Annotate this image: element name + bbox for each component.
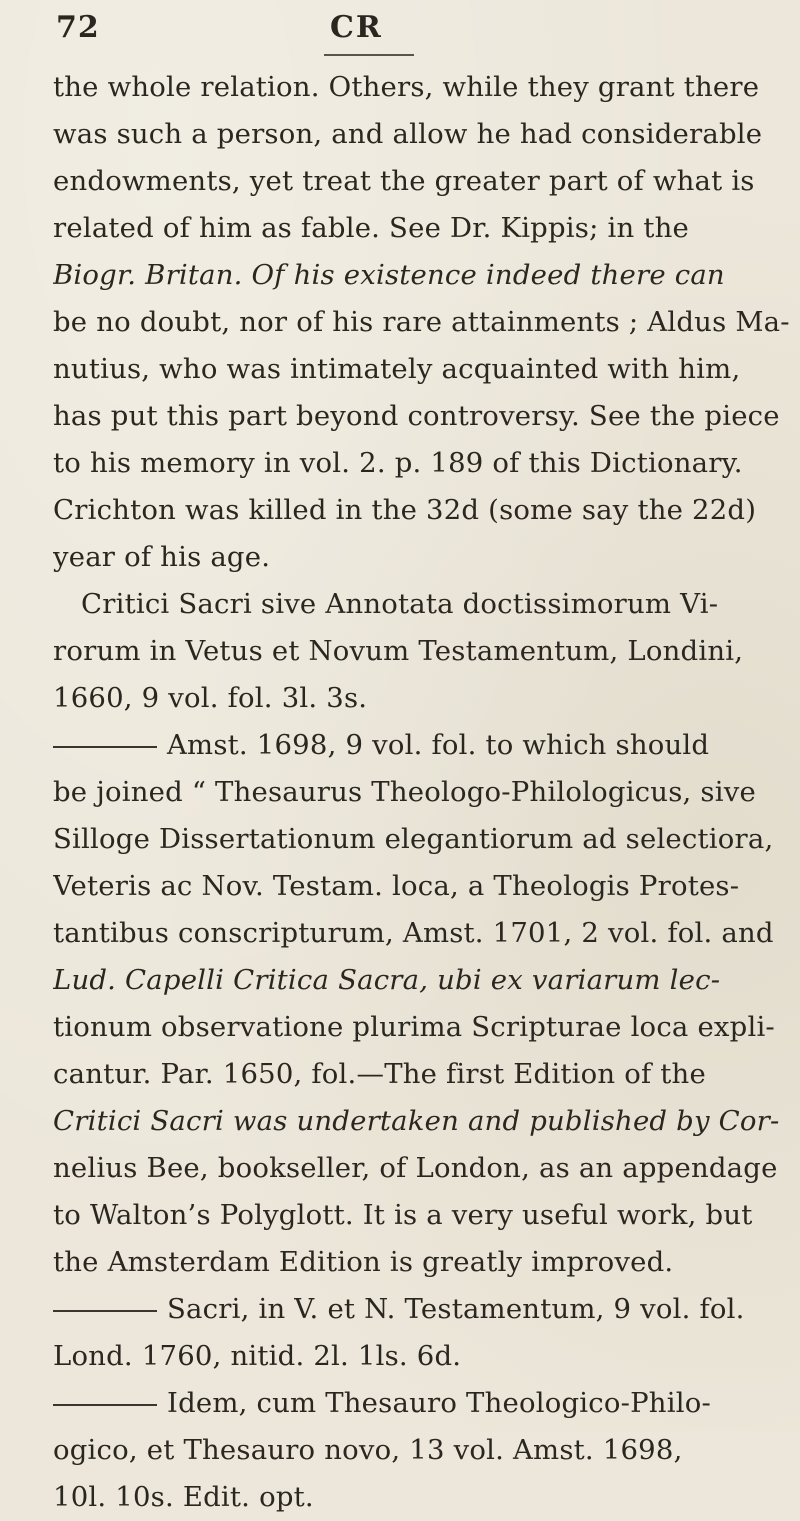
page-number: 72 [56,10,100,45]
ditto-dash [53,1404,157,1406]
ditto-dash [53,1310,157,1312]
text-line: has put this part beyond controversy. See the piece [53,400,780,432]
text-line-with-dash [53,722,793,769]
text-line: Crichton was killed in the 32d (some say the 22d) [53,494,757,526]
text-line: year of his age. [53,541,271,573]
text-line: nutius, who was intimately acquainted with him, [53,353,741,385]
text-line: 10l. 10s. Edit. opt. [53,1481,314,1513]
text-line: ogico, et Thesauro novo, 13 vol. Amst. 1698, [53,1434,683,1466]
text-line: nelius Bee, bookseller, of London, as an appendage [53,1152,778,1184]
text-line: tantibus conscripturum, Amst. 1701, 2 vol. fol. and [53,917,774,949]
entry-heading-line: Critici Sacri sive Annotata doctissimorum Vi- [81,588,719,620]
running-head: CR [330,10,383,45]
text-line: 1660, 9 vol. fol. 3l. 3s. [53,682,368,714]
text-line: Silloge Dissertationum elegantiorum ad selectiora, [53,823,774,855]
text-line: the whole relation. Others, while they grant there [53,71,760,103]
text-line: be joined “ Thesaurus Theologo-Philologicus, sive [53,776,756,808]
text-line: tionum observatione plurima Scripturae loca expli- [53,1011,775,1043]
text-line: was such a person, and allow he had considerable [53,118,763,150]
text-line: be no doubt, nor of his rare attainments ; Aldus Ma- [53,306,790,338]
text-line: to his memory in vol. 2. p. 189 of this Dictionary. [53,447,743,479]
text-line: Critici Sacri was undertaken and published by Cor- [53,1105,780,1137]
text-line-content: Amst. 1698, 9 vol. fol. to which should [167,729,710,761]
text-line: to Walton’s Polyglott. It is a very useful work, but [53,1199,753,1231]
header-rule [324,54,414,56]
ditto-dash [53,746,157,748]
text-line-content: Idem, cum Thesauro Theologico-Philo- [167,1387,711,1419]
text-line: Veteris ac Nov. Testam. loca, a Theologis Protes- [53,870,740,902]
text-line: cantur. Par. 1650, fol.—The first Edition of the [53,1058,706,1090]
text-line-with-dash [53,1380,793,1427]
text-line: Biogr. Britan. Of his existence indeed there can [53,259,725,291]
text-line: Lud. Capelli Critica Sacra, ubi ex variarum lec- [53,964,721,996]
text-line: Lond. 1760, nitid. 2l. 1ls. 6d. [53,1340,462,1372]
text-line-content: Sacri, in V. et N. Testamentum, 9 vol. fol. [167,1293,745,1325]
text-line: rorum in Vetus et Novum Testamentum, Londini, [53,635,744,667]
body-text [53,64,793,1521]
text-line: the Amsterdam Edition is greatly improved. [53,1246,674,1278]
page-header [52,10,772,60]
text-line: endowments, yet treat the greater part of what is [53,165,755,197]
text-line-with-dash [53,1286,793,1333]
text-line: related of him as fable. See Dr. Kippis; in the [53,212,689,244]
